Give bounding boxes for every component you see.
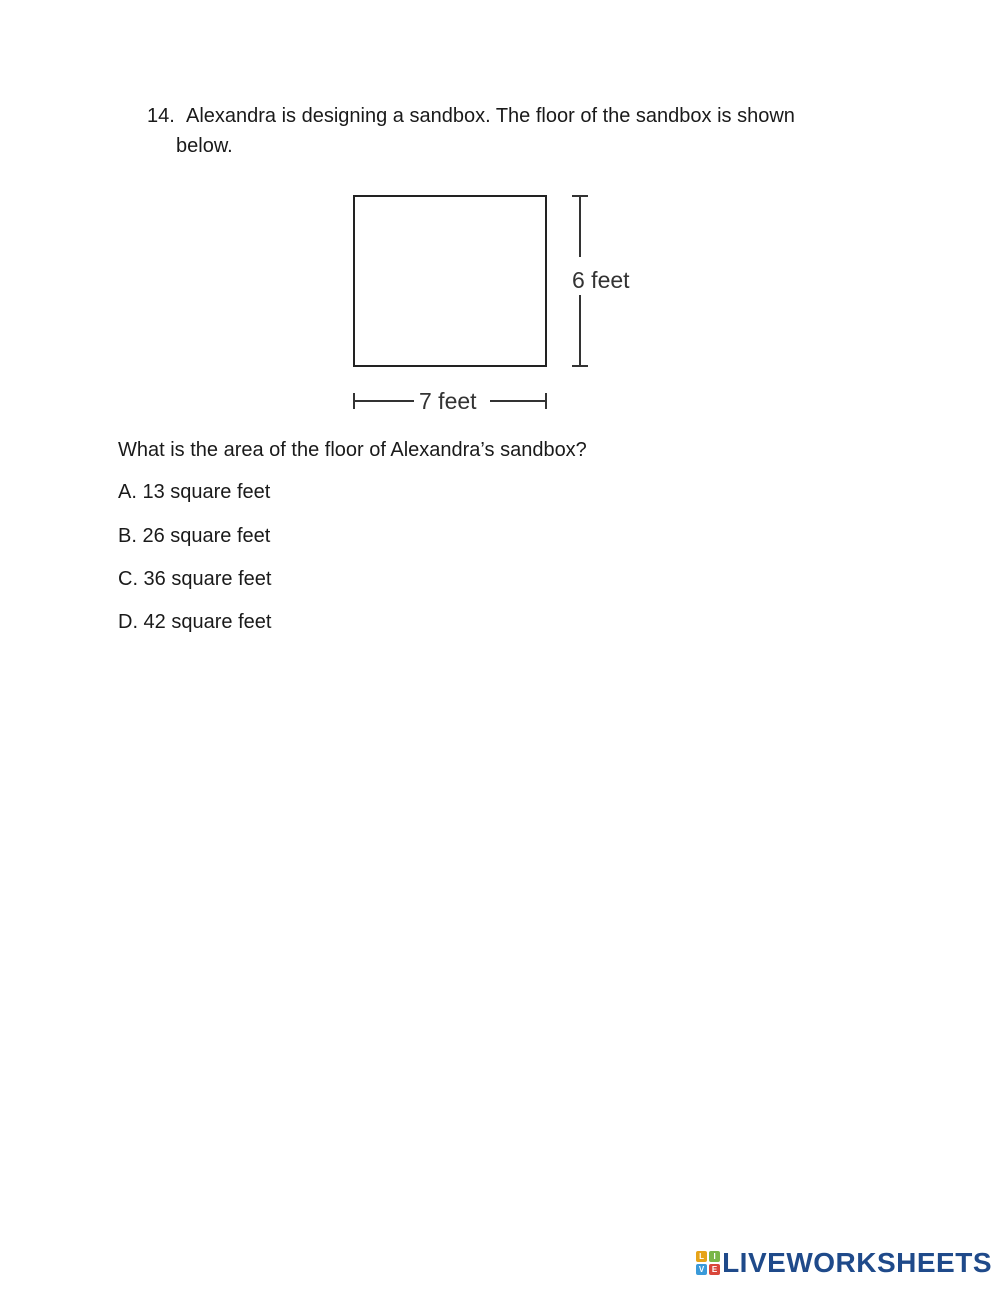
- answer-option-b[interactable]: B. 26 square feet: [118, 525, 271, 547]
- answer-option-c[interactable]: C. 36 square feet: [118, 568, 272, 590]
- logo-tile-l: L: [696, 1251, 707, 1262]
- question-text-line-2: below.: [176, 135, 233, 157]
- question-text-line-1: Alexandra is designing a sandbox. The floor of the sandbox is shown: [186, 105, 795, 127]
- liveworksheets-logo[interactable]: [696, 1249, 992, 1277]
- sandbox-figure: [340, 185, 660, 425]
- logo-tile-v: V: [696, 1264, 707, 1275]
- sandbox-floor-rectangle: [354, 196, 546, 366]
- answer-option-d[interactable]: D. 42 square feet: [118, 611, 272, 633]
- sandbox-diagram: [340, 185, 660, 425]
- height-label: 6 feet: [572, 267, 630, 293]
- answer-option-a[interactable]: A. 13 square feet: [118, 481, 271, 503]
- width-label: 7 feet: [419, 388, 477, 414]
- logo-tile-i: I: [709, 1251, 720, 1262]
- question-prompt: What is the area of the floor of Alexandra’s sandbox?: [118, 439, 587, 461]
- question-number: 14.: [147, 105, 175, 127]
- logo-tile-e: E: [709, 1264, 720, 1275]
- liveworksheets-logo-text: LIVEWORKSHEETS: [722, 1247, 992, 1278]
- liveworksheets-logo-icon: [696, 1251, 720, 1275]
